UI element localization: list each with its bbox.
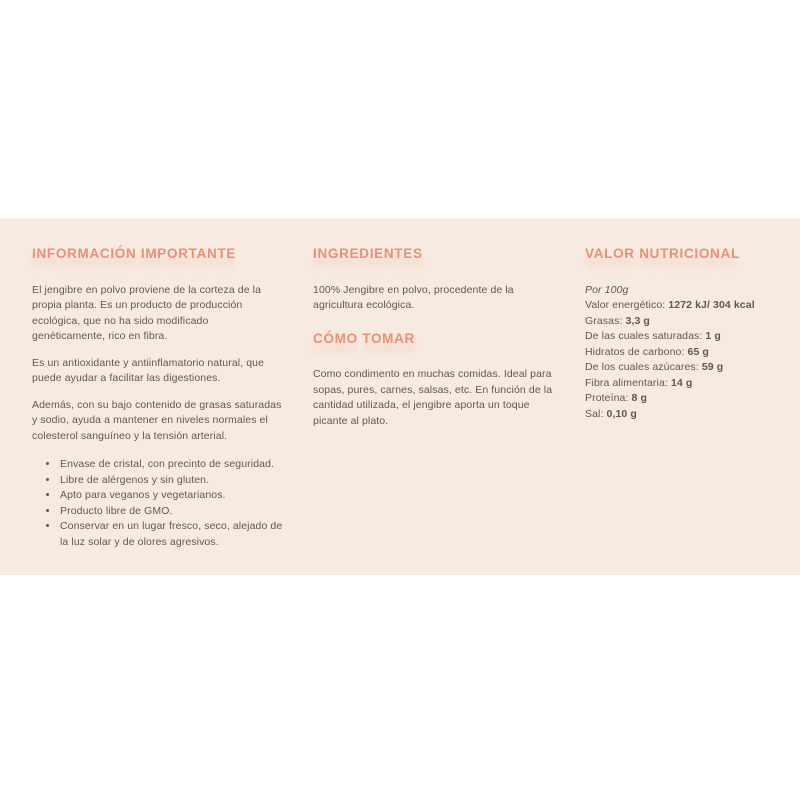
nutrition-label: Proteína: <box>585 392 629 404</box>
nutrition-row <box>585 314 790 330</box>
info-paragraph: Es un antioxidante y antiinflamatorio natural, que puede ayudar a facilitar las digestiones. <box>32 356 265 384</box>
how-to-take-heading: CÓMO TOMAR <box>313 330 415 346</box>
ingredients-section <box>313 246 553 429</box>
nutrition-section <box>585 246 790 422</box>
nutrition-label: Fibra alimentaria: <box>585 376 668 389</box>
nutrition-heading: VALOR NUTRICIONAL <box>585 246 740 261</box>
nutrition-value: 3,3 g <box>625 314 650 327</box>
nutrition-row <box>585 376 790 392</box>
info-paragraph: El jengibre en polvo proviene de la corteza de la propia planta. Es un producto de producción ecológica, que no ha sido modificado genéticamente, rico en fibra. <box>32 283 262 342</box>
how-to-take-paragraph: Como condimento en muchas comidas. Ideal para sopas, pures, carnes, salsas, etc. En función de la cantidad utilizada, el jengibre aporta un toque picante al plato. <box>313 368 553 427</box>
product-info-panel <box>0 218 800 575</box>
ingredients-paragraph: 100% Jengibre en polvo, procedente de la agricultura ecológica. <box>313 283 514 311</box>
nutrition-row <box>585 391 790 407</box>
nutrition-label: Sal: <box>585 407 604 420</box>
feature-list-item: • Libre de alérgenos y sin gluten. <box>59 473 284 489</box>
feature-list-item: • Conservar en un lugar fresco, seco, alejado de la luz solar y de olores agresivos. <box>59 519 284 550</box>
nutrition-value: 65 g <box>687 345 709 358</box>
nutrition-label: Grasas: <box>585 314 623 327</box>
nutrition-label: Valor energético: <box>585 299 666 311</box>
nutrition-value: 14 g <box>670 376 693 389</box>
important-info-section <box>32 246 284 550</box>
feature-list-item: • Apto para veganos y vegetarianos. <box>59 488 284 504</box>
nutrition-row <box>585 345 790 361</box>
nutrition-label: Hidratos de carbono: <box>585 345 685 358</box>
nutrition-value: 0,10 g <box>606 407 637 420</box>
nutrition-row <box>585 298 790 314</box>
nutrition-value: 1 g <box>705 330 721 342</box>
nutrition-row <box>585 407 790 423</box>
feature-list-item: • Envase de cristal, con precinto de seguridad. <box>59 457 284 473</box>
nutrition-label: De los cuales azúcares: <box>585 361 699 373</box>
feature-list-item: • Producto libre de GMO. <box>59 504 284 520</box>
nutrition-value: 8 g <box>631 392 648 404</box>
ingredients-heading: INGREDIENTES <box>313 246 423 261</box>
nutrition-value: 1272 kJ/ 304 kcal <box>668 299 755 311</box>
nutrition-serving-size: Por 100g <box>585 283 629 296</box>
product-features-list <box>32 457 284 550</box>
nutrition-row <box>585 329 790 345</box>
info-paragraph: Además, con su bajo contenido de grasas saturadas y sodio, ayuda a mantener en niveles normales el colesterol sanguíneo y la tensión arterial. <box>32 398 282 442</box>
nutrition-value: 59 g <box>701 361 724 373</box>
nutrition-row <box>585 360 790 376</box>
nutrition-label: De las cuales saturadas: <box>585 330 703 342</box>
important-info-heading: INFORMACIÓN IMPORTANTE <box>32 246 237 261</box>
nutrition-table <box>585 298 790 422</box>
important-info-paragraphs <box>32 283 284 445</box>
